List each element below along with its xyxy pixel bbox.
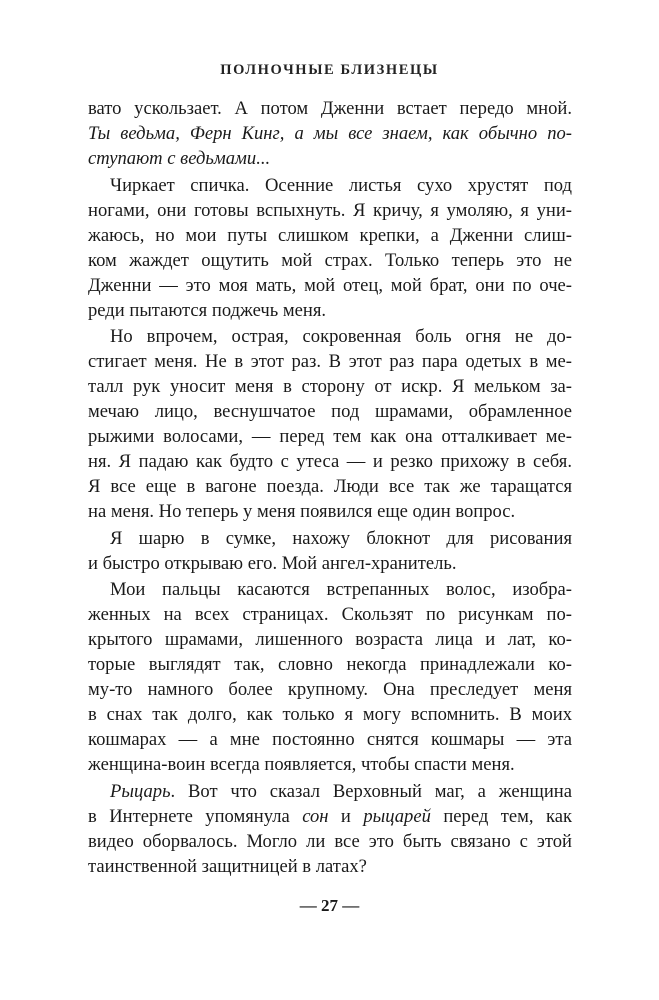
text-line bbox=[88, 752, 572, 777]
paragraph bbox=[88, 173, 572, 323]
italic-text: ступают с ведьмами... bbox=[88, 148, 271, 169]
text-line bbox=[88, 198, 572, 223]
paragraph bbox=[88, 324, 572, 524]
text-line bbox=[88, 248, 572, 273]
paragraph bbox=[88, 577, 572, 777]
text-line bbox=[88, 449, 572, 474]
text-segment: кошмарах — а мне постоянно снятся кошмары — эта bbox=[88, 729, 572, 751]
text-line bbox=[88, 577, 572, 602]
text-line bbox=[88, 223, 572, 248]
text-line bbox=[88, 627, 572, 652]
text-line bbox=[88, 399, 572, 424]
paragraph bbox=[88, 779, 572, 879]
text-segment: му-то намного более крупному. Она преследует меня bbox=[88, 679, 572, 701]
text-segment: ногами, они готовы вспыхнуть. Я кричу, я умоляю, я уни- bbox=[88, 199, 572, 221]
text-line bbox=[88, 551, 572, 576]
text-line bbox=[88, 526, 572, 551]
text-segment: рыжими волосами, — перед тем как она отталкивает ме- bbox=[88, 426, 572, 448]
italic-text: сон bbox=[302, 805, 329, 827]
text-line bbox=[88, 374, 572, 399]
text-line bbox=[88, 854, 572, 879]
text-segment: Я все еще в вагоне поезда. Люди все так же таращатся bbox=[88, 476, 572, 498]
text-line bbox=[88, 273, 572, 298]
text-segment: крытого шрамами, лишенного возраста лица и лат, ко- bbox=[88, 629, 572, 651]
text-segment: ком жаждет ощутить мой страх. Только теперь это не bbox=[88, 249, 572, 271]
text-segment: перед тем, как bbox=[430, 805, 572, 827]
text-segment: Я шарю в сумке, нахожу блокнот для рисования bbox=[110, 527, 572, 549]
text-segment: реди пытаются поджечь меня. bbox=[88, 299, 327, 321]
text-segment: женщина-воин всегда появляется, чтобы спасти меня. bbox=[88, 754, 515, 776]
text-segment: и bbox=[328, 805, 364, 827]
text-segment: Чиркает спичка. Осенние листья сухо хрустят под bbox=[110, 174, 572, 196]
text-line bbox=[88, 146, 572, 171]
text-segment: жаюсь, но мои путы слишком крепки, а Дженни слиш- bbox=[88, 224, 572, 246]
text-segment: в снах так долго, как только я могу вспомнить. В моих bbox=[88, 704, 572, 726]
text-line bbox=[88, 727, 572, 752]
text-segment: талл рук уносит меня в сторону от искр. Я мельком за- bbox=[88, 376, 572, 398]
italic-text: рыцарей bbox=[363, 805, 431, 827]
text-segment: и быстро открываю его. Мой ангел-хранитель. bbox=[88, 552, 457, 574]
text-line bbox=[88, 349, 572, 374]
text-line bbox=[88, 499, 572, 524]
text-segment: Дженни — это моя мать, мой отец, мой брат, они по оче- bbox=[88, 274, 572, 296]
text-segment: торые выглядят так, словно некогда принадлежали ко- bbox=[88, 654, 572, 676]
text-line bbox=[88, 652, 572, 677]
paragraph bbox=[88, 526, 572, 576]
text-line bbox=[88, 779, 572, 804]
text-line bbox=[88, 324, 572, 349]
text-segment: . Вот что сказал Верховный маг, а женщина bbox=[170, 780, 572, 802]
text-line bbox=[88, 96, 572, 121]
italic-text: Рыцарь bbox=[110, 780, 171, 802]
text-segment: таинственной защитницей в латах? bbox=[88, 855, 367, 877]
text-line bbox=[88, 829, 572, 854]
text-segment: ня. Я падаю как будто с утеса — и резко прихожу в себя. bbox=[88, 451, 572, 473]
running-header: ПОЛНОЧНЫЕ БЛИЗНЕЦЫ bbox=[220, 62, 439, 78]
text-line bbox=[88, 602, 572, 627]
page-number: — 27 — bbox=[299, 896, 360, 915]
text-segment: вато ускользает. А потом Дженни встает передо мной. bbox=[88, 98, 572, 119]
text-segment: на меня. Но теперь у меня появился еще один вопрос. bbox=[88, 501, 516, 523]
text-line bbox=[88, 424, 572, 449]
page-body-text bbox=[88, 96, 572, 881]
text-segment: Но впрочем, острая, сокровенная боль огня не до- bbox=[110, 326, 572, 348]
text-segment: мечаю лицо, веснушчатое под шрамами, обрамленное bbox=[88, 401, 572, 423]
italic-text: Ты ведьма, Ферн Кинг, а мы все знаем, как обычно по- bbox=[88, 123, 572, 144]
text-segment: видео оборвалось. Могло ли все это быть связано с этой bbox=[88, 830, 572, 852]
text-line bbox=[88, 677, 572, 702]
text-line bbox=[88, 804, 572, 829]
paragraph bbox=[88, 96, 572, 171]
text-line bbox=[88, 298, 572, 323]
text-line bbox=[88, 474, 572, 499]
text-segment: женных на всех страницах. Скользят по рисункам по- bbox=[88, 604, 572, 626]
text-segment: в Интернете упомянула bbox=[88, 805, 303, 827]
text-line bbox=[88, 121, 572, 146]
text-segment: Мои пальцы касаются встрепанных волос, изобра- bbox=[110, 579, 572, 601]
text-segment: стигает меня. Не в этот раз. В этот раз пара одетых в ме- bbox=[88, 351, 572, 373]
text-line bbox=[88, 173, 572, 198]
text-line bbox=[88, 702, 572, 727]
